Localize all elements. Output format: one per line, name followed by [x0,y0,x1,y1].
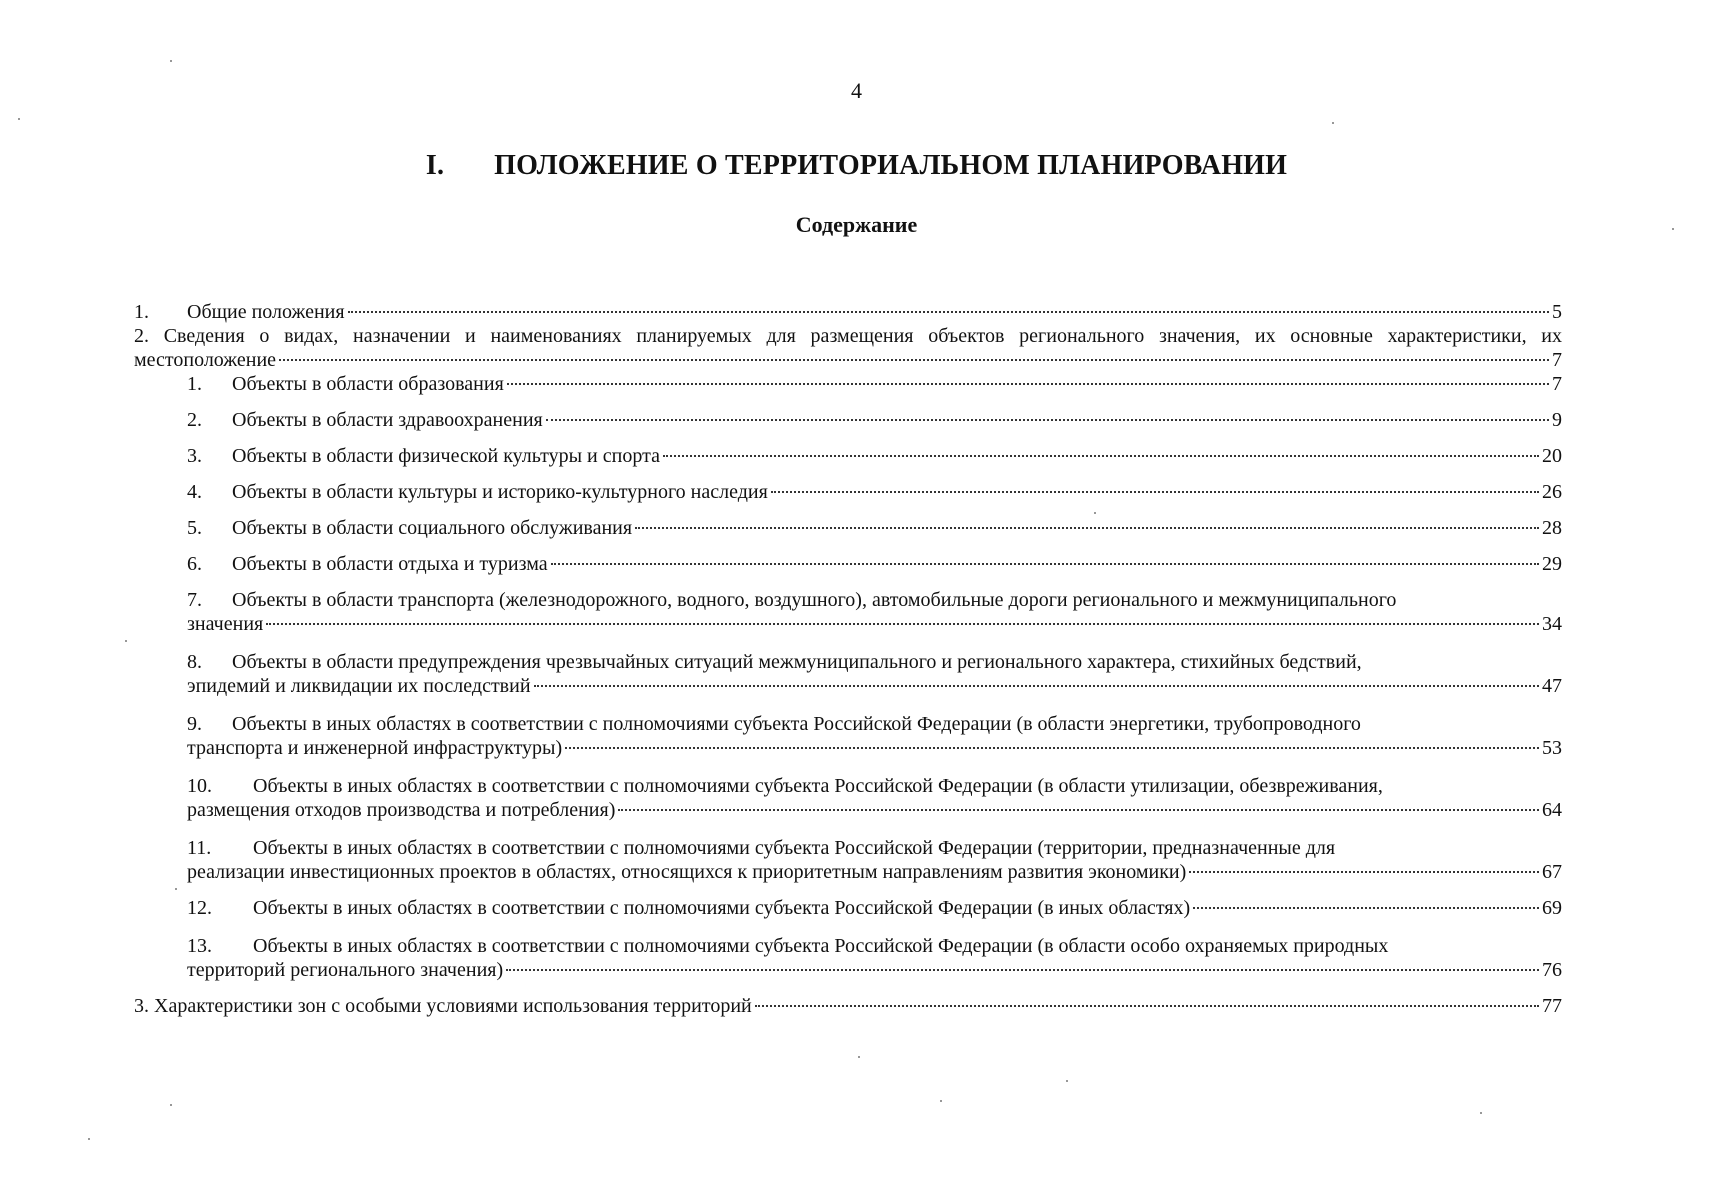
scan-speck [88,1138,90,1140]
toc-item-number: 12. [187,897,212,919]
toc-page-number: 34 [1542,613,1562,635]
toc-subitem-4[interactable] [187,480,1562,504]
toc-page-number: 7 [1552,373,1562,395]
toc-item-text-line1: Объекты в иных областях в соответствии с полномочиями субъекта Российской Федерации (в области утилизации, обезвреживания, [253,775,1383,797]
dot-leader [618,809,1539,811]
toc-page-number: 29 [1542,553,1562,575]
toc-item-number: 7. [187,589,202,611]
dot-leader [1193,907,1539,909]
toc-item-number: 6. [187,553,202,575]
dot-leader [635,527,1539,529]
toc-item-text-line2: реализации инвестиционных проектов в областях, относящихся к приоритетным направлениям развития экономики) [187,861,1187,883]
scan-speck [170,60,172,62]
dot-leader [551,563,1539,565]
toc-item-number: 8. [187,651,202,673]
dot-leader [348,311,1549,313]
toc-page-number: 69 [1542,897,1562,919]
dot-leader [534,685,1539,687]
toc-page-number: 53 [1542,737,1562,759]
toc-item-number: 5. [187,517,202,539]
toc-item-number: 9. [187,713,202,735]
dot-leader [1189,871,1539,873]
dot-leader [755,1005,1539,1007]
section-title [0,150,1713,182]
toc-page-number: 28 [1542,517,1562,539]
toc-item-text-line2: значения [187,613,264,635]
dot-leader [507,383,1549,385]
toc-item-text-line1: Объекты в области транспорта (железнодорожного, водного, воздушного), автомобильные дороги регионального и межмуниципального [232,589,1397,611]
toc-item-text-line1: Объекты в иных областях в соответствии с полномочиями субъекта Российской Федерации (в области особо охраняемых природных [253,935,1389,957]
toc-item-number: 2. [187,409,202,431]
dot-leader [546,419,1549,421]
toc-subitem-1[interactable] [187,372,1562,396]
toc-subitem-13[interactable] [187,934,1562,982]
toc-item-text-line1: Объекты в иных областях в соответствии с полномочиями субъекта Российской Федерации (территории, предназначенные для [253,837,1336,859]
page-number: 4 [851,78,862,103]
toc-page-number: 9 [1552,409,1562,431]
toc-subitem-6[interactable] [187,552,1562,576]
toc-item-text-line2: транспорта и инженерной инфраструктуры) [187,737,563,759]
toc-item-text: Общие положения [187,301,345,323]
toc-item-text-line1: 2. Сведения о видах, назначении и наименованиях планируемых для размещения объектов регионального значения, их основные характеристики, их [134,325,1562,347]
scan-speck [1332,122,1334,124]
scan-speck [940,1100,942,1102]
toc-item-text-line2: территорий регионального значения) [187,959,504,981]
toc-item-number: 11. [187,837,212,859]
toc-item-text: Объекты в иных областях в соответствии с полномочиями субъекта Российской Федерации (в иных областях) [253,897,1191,919]
toc-subitem-11[interactable] [187,836,1562,884]
scan-speck [1672,228,1674,230]
toc-page-number: 47 [1542,675,1562,697]
toc-item-text-line1: Объекты в иных областях в соответствии с полномочиями субъекта Российской Федерации (в области энергетики, трубопроводного [232,713,1361,735]
toc-subitem-3[interactable] [187,444,1562,468]
toc-item-text: Объекты в области здравоохранения [232,409,543,431]
section-numeral: I. [425,150,445,181]
toc-subitem-5[interactable] [187,516,1562,540]
toc-page-number: 67 [1542,861,1562,883]
scan-speck [18,118,20,120]
dot-leader [279,359,1549,361]
toc-item-text: Объекты в области культуры и историко-культурного наследия [232,481,768,503]
toc-item-text: Объекты в области социального обслуживания [232,517,633,539]
toc-page-number: 77 [1542,995,1562,1017]
toc-item-text-line1: Объекты в области предупреждения чрезвычайных ситуаций межмуниципального и регионального характера, стихийных бедствий, [232,651,1362,673]
toc-subitem-8[interactable] [187,650,1562,698]
toc-item-number: 13. [187,935,212,957]
dot-leader [663,455,1539,457]
toc-item-1[interactable] [134,300,1562,324]
toc-subitem-10[interactable] [187,774,1562,822]
toc-page-number: 26 [1542,481,1562,503]
dot-leader [506,969,1539,971]
dot-leader [565,747,1539,749]
dot-leader [771,491,1539,493]
toc-page-number: 20 [1542,445,1562,467]
toc-item-text: Объекты в области отдыха и туризма [232,553,548,575]
toc-item-2[interactable] [134,324,1562,372]
toc-item-text-line2: размещения отходов производства и потребления) [187,799,616,821]
section-title-text: ПОЛОЖЕНИЕ О ТЕРРИТОРИАЛЬНОМ ПЛАНИРОВАНИИ [494,150,1288,181]
scan-speck [858,1056,860,1058]
toc-item-text: Объекты в области образования [232,373,504,395]
scan-speck [175,888,177,890]
contents-heading: Содержание [795,212,918,237]
toc-item-text: 3. Характеристики зон с особыми условиями использования территорий [134,995,752,1017]
toc-item-number: 4. [187,481,202,503]
toc-item-number: 1. [134,301,149,323]
table-of-contents [134,300,1562,1018]
toc-item-number: 1. [187,373,202,395]
toc-page-number: 5 [1552,301,1562,323]
toc-item-text-line2: эпидемий и ликвидации их последствий [187,675,531,697]
toc-item-3[interactable] [134,994,1562,1018]
toc-subitem-2[interactable] [187,408,1562,432]
toc-subitem-9[interactable] [187,712,1562,760]
toc-item-number: 10. [187,775,212,797]
scan-speck [170,1104,172,1106]
dot-leader [266,623,1539,625]
toc-item-number: 3. [187,445,202,467]
scan-speck [1094,512,1096,514]
toc-page-number: 7 [1552,349,1562,371]
toc-page-number: 64 [1542,799,1562,821]
toc-item-text-line2: местоположение [134,349,277,371]
toc-subitem-12[interactable] [187,896,1562,920]
scan-speck [125,640,127,642]
toc-item-text: Объекты в области физической культуры и спорта [232,445,660,467]
scan-speck [1066,1080,1068,1082]
toc-subitem-7[interactable] [187,588,1562,636]
toc-page-number: 76 [1542,959,1562,981]
scan-speck [1480,1112,1482,1114]
